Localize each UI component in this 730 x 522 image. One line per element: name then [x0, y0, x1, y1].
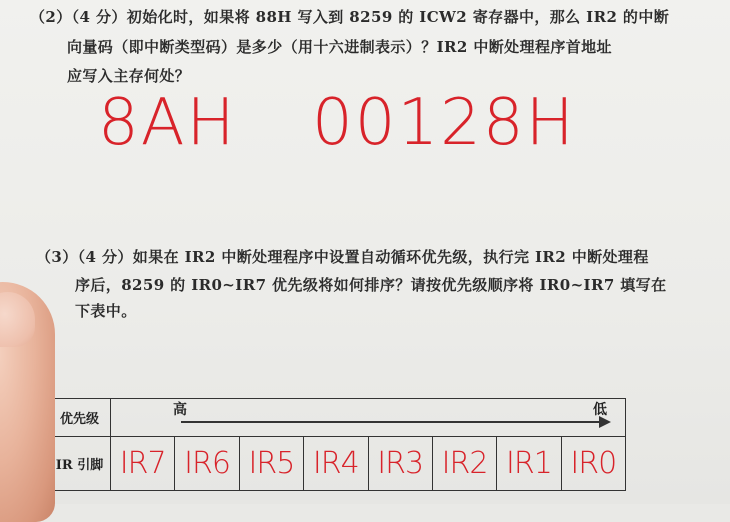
- handwritten-vector-code: 8AH: [98, 86, 237, 160]
- question-2-line-2: 向量码（即中断类型码）是多少（用十六进制表示）？IR2 中断处理程序首地址: [67, 38, 612, 56]
- question-2-line-3: 应写入主存何处？: [67, 67, 191, 85]
- ir-pin-label: IR 引脚: [49, 437, 111, 491]
- ir-answer-cell: IR6: [175, 437, 239, 491]
- ir-answer-cell: IR4: [304, 437, 368, 491]
- question-3-line-2: 序后，8259 的 IR0~IR7 优先级将如何排序？请按优先级顺序将 IR0~IR7 填写在: [75, 276, 667, 294]
- question-3-line-1: （3）（4 分）如果在 IR2 中断处理程序中设置自动循环优先级，执行完 IR2 中断处理程: [36, 248, 649, 266]
- ir-answer-cell: IR1: [497, 437, 561, 491]
- question-3-line-3: 下表中。: [75, 302, 137, 320]
- low-label: 低: [593, 402, 607, 418]
- ir-answer-cell: IR5: [239, 437, 303, 491]
- question-2-line-1: （2）（4 分）初始化时，如果将 88H 写入到 8259 的 ICW2 寄存器中，那么 IR2 的中断: [30, 8, 670, 26]
- ir-answer-cell: IR7: [111, 437, 175, 491]
- priority-arrow-line: [181, 421, 601, 423]
- high-label: 高: [173, 402, 187, 418]
- priority-row: [49, 399, 626, 437]
- priority-arrow-cell: [111, 399, 626, 437]
- priority-label: 优先级: [49, 399, 111, 437]
- ir-answer-cell: IR3: [368, 437, 432, 491]
- ir-answer-cell: IR0: [561, 437, 625, 491]
- priority-table: [48, 398, 626, 491]
- handwritten-address: 00128H: [312, 86, 576, 160]
- ir-pin-row: [49, 437, 626, 491]
- ir-answer-cell: IR2: [432, 437, 496, 491]
